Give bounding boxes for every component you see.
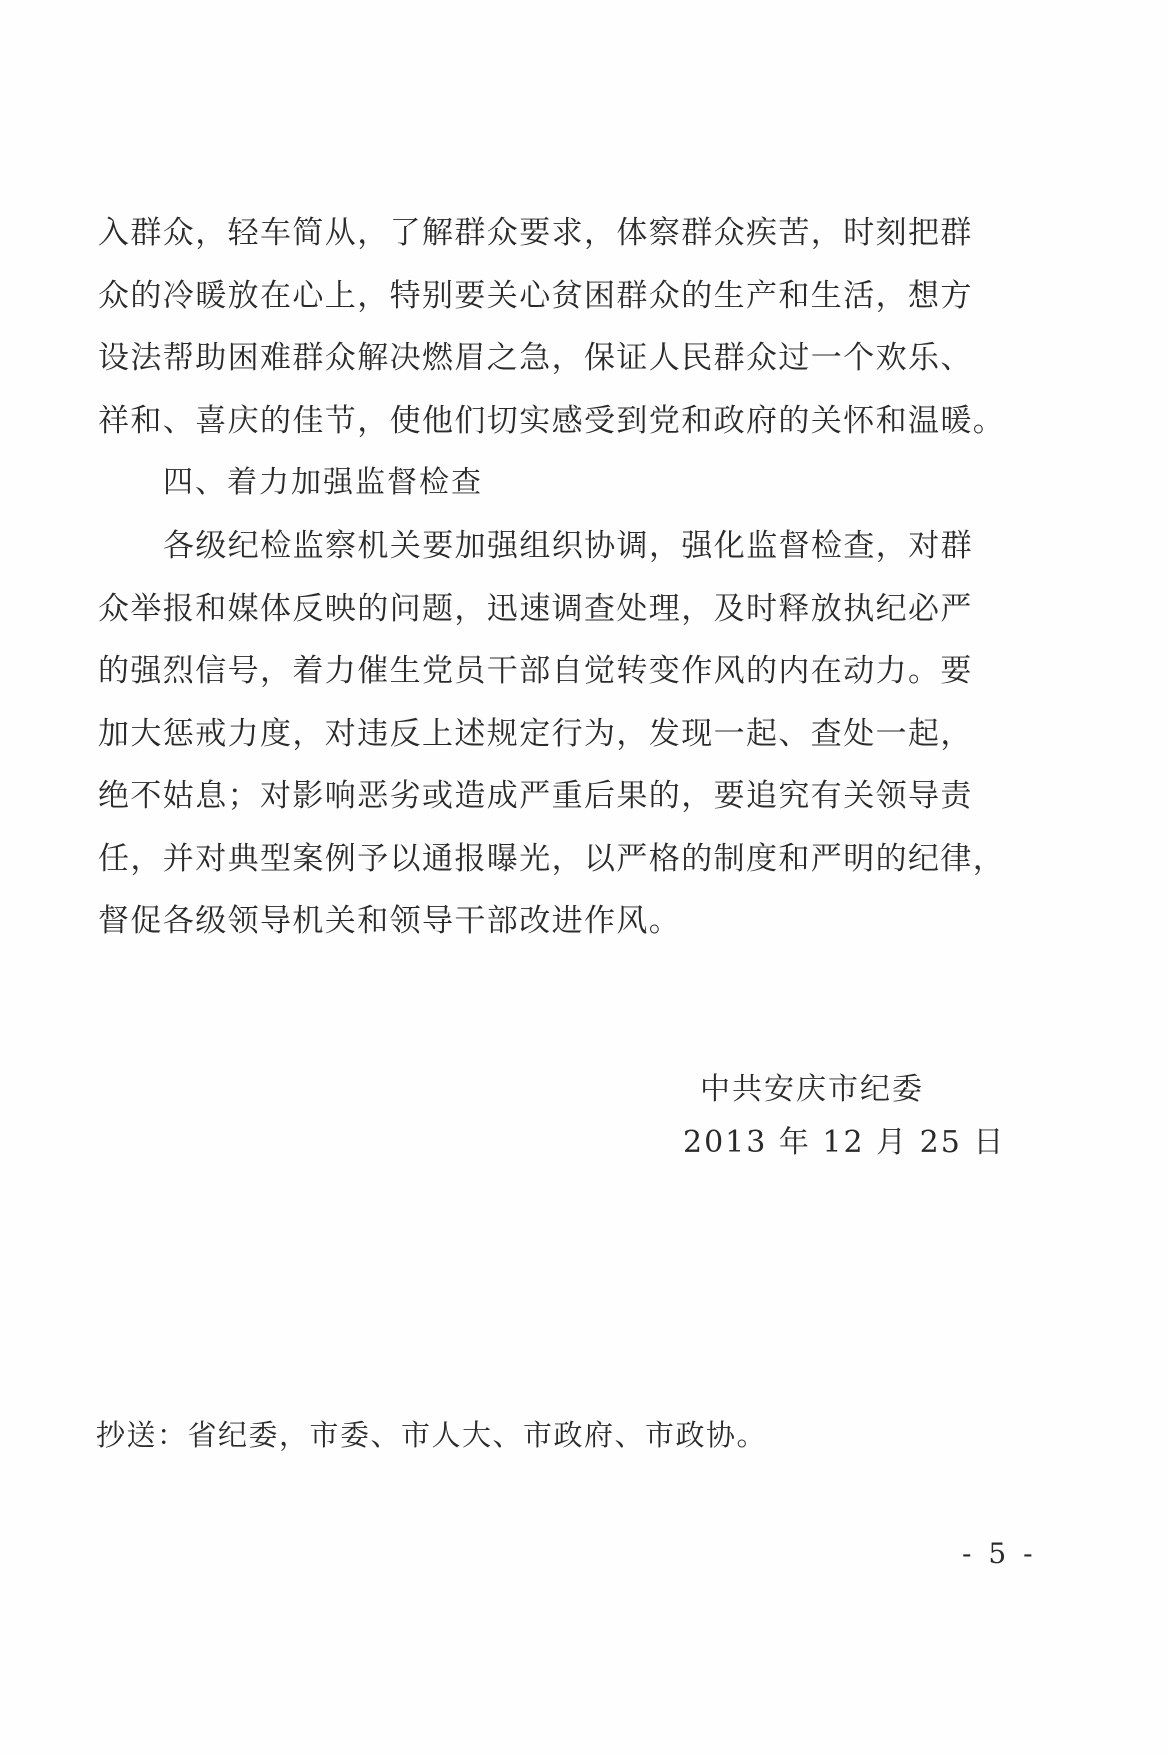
- signature-organization: 中共安庆市纪委: [700, 1072, 924, 1107]
- section-line-2: 众举报和媒体反映的问题，迅速调查处理，及时释放执纪必严: [98, 591, 973, 627]
- body-line-2: 众的冷暖放在心上，特别要关心贫困群众的生产和生活，想方: [98, 278, 973, 314]
- cc-line: 抄送：省纪委，市委、市人大、市政府、市政协。: [96, 1418, 768, 1452]
- section-line-3: 的强烈信号，着力催生党员干部自觉转变作风的内在动力。要: [98, 653, 973, 689]
- section-line-4: 加大惩戒力度，对违反上述规定行为，发现一起、查处一起，: [98, 716, 973, 752]
- section-line-1: 各级纪检监察机关要加强组织协调，强化监督检查，对群: [163, 528, 973, 564]
- section-line-6: 任，并对典型案例予以通报曝光，以严格的制度和严明的纪律，: [98, 841, 1006, 877]
- section-line-7: 督促各级领导机关和领导干部改进作风。: [98, 903, 682, 939]
- page-number: - 5 -: [962, 1537, 1037, 1570]
- section-line-5: 绝不姑息；对影响恶劣或造成严重后果的，要追究有关领导责: [98, 778, 973, 814]
- body-line-1: 入群众，轻车简从，了解群众要求，体察群众疾苦，时刻把群: [98, 215, 973, 251]
- body-line-4: 祥和、喜庆的佳节，使他们切实感受到党和政府的关怀和温暖。: [98, 403, 1006, 439]
- signature-date: 2013 年 12 月 25 日: [683, 1125, 1006, 1160]
- section-heading: 四、着力加强监督检查: [163, 465, 483, 500]
- body-line-3: 设法帮助困难群众解决燃眉之急，保证人民群众过一个欢乐、: [98, 340, 973, 376]
